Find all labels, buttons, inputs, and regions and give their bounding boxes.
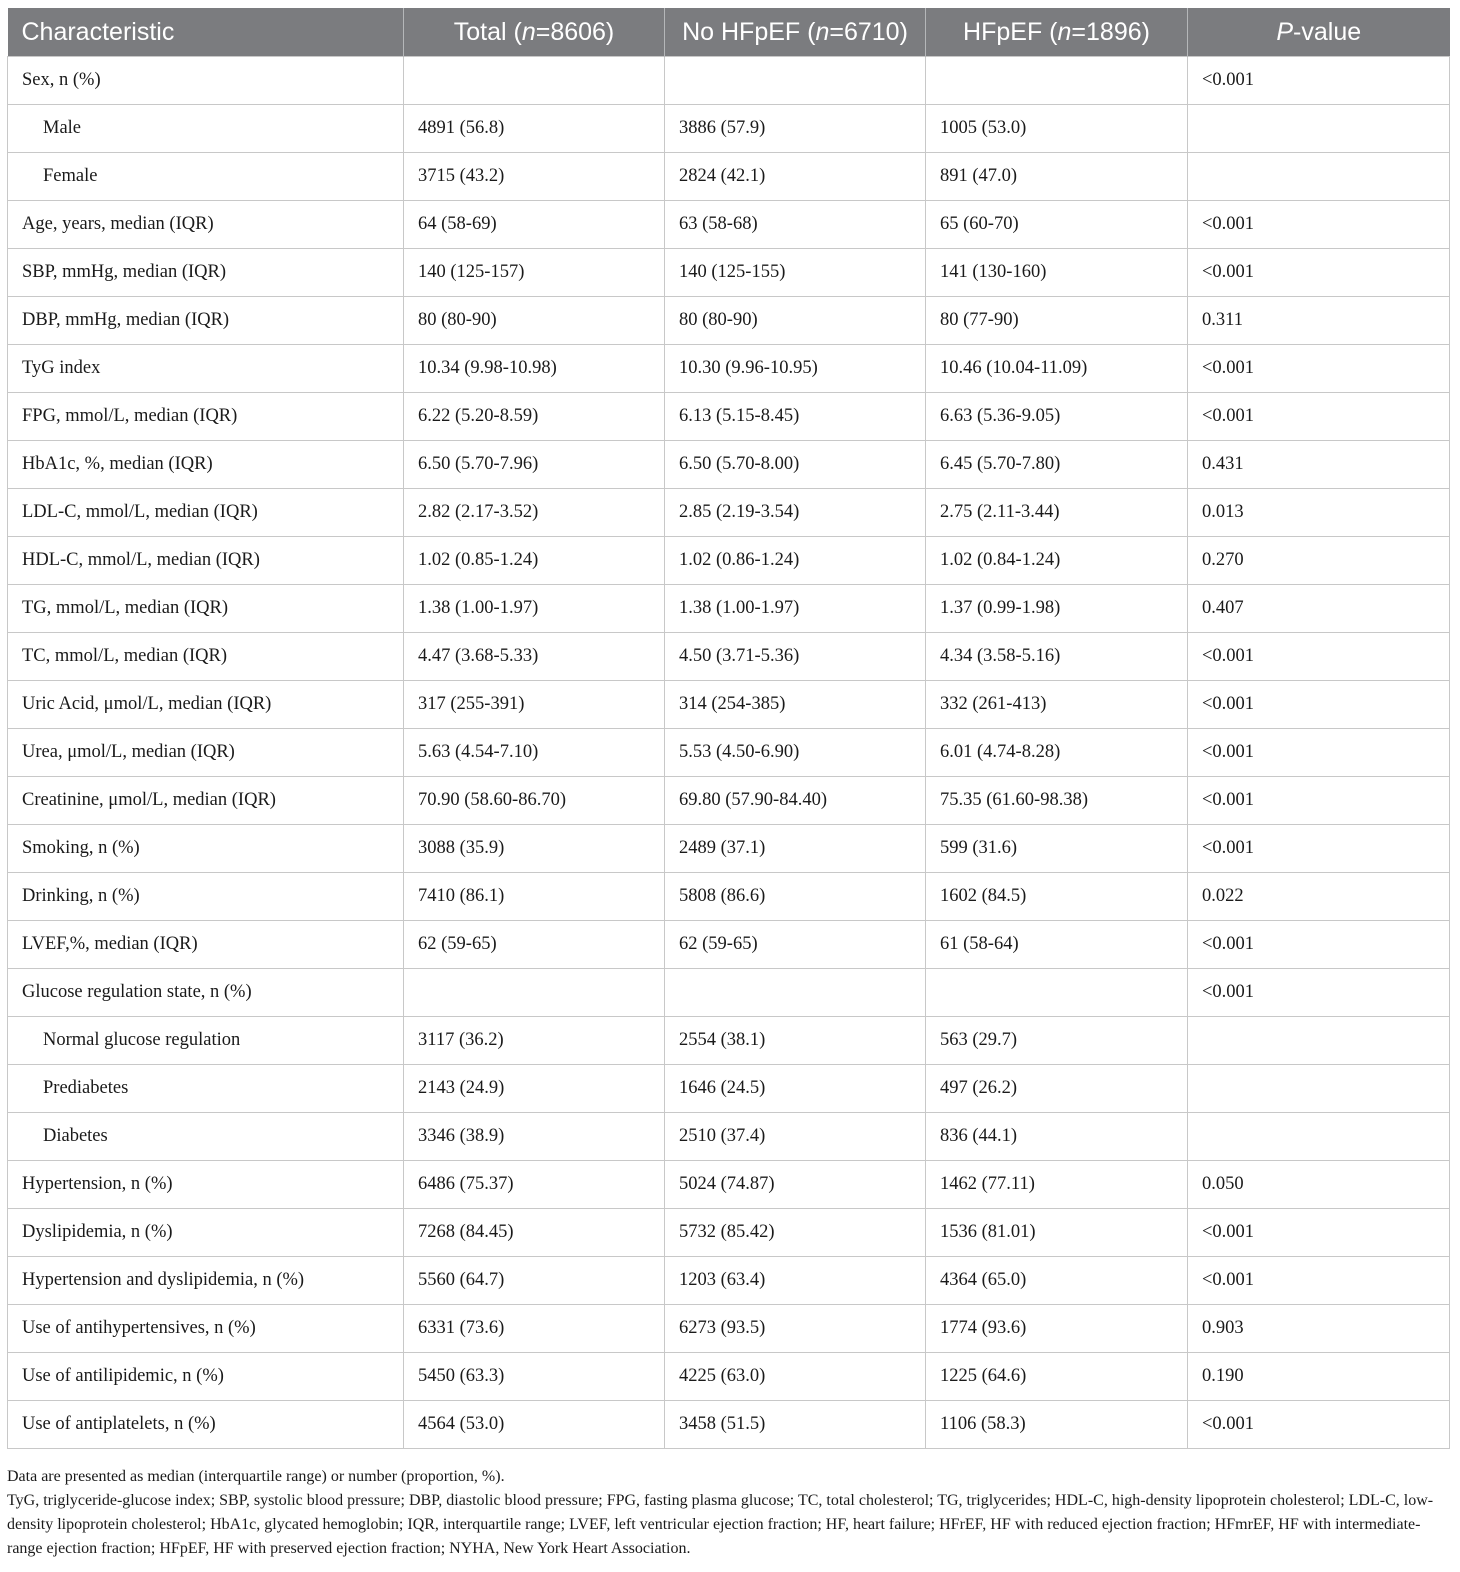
- total-cell: [404, 57, 665, 105]
- table-row: [8, 969, 1450, 1017]
- no-hfpef-cell: 3886 (57.9): [665, 105, 926, 153]
- table-row: [8, 825, 1450, 873]
- no-hfpef-cell: [665, 57, 926, 105]
- no-hfpef-cell: 10.30 (9.96-10.95): [665, 345, 926, 393]
- footnote-abbreviations: TyG, triglyceride-glucose index; SBP, systolic blood pressure; DBP, diastolic blood pressure; FPG, fasting plasma glucose; TC, total cholesterol; TG, triglycerides; HDL-C, high-density lipoprotein cholesterol; LDL-C, low-density lipoprotein cholesterol; HbA1c, glycated hemoglobin; IQR, interquartile range; LVEF, left ventricular ejection fraction; HF, heart failure; HFrEF, HF with reduced ejection fraction; HFmrEF, HF with intermediate-range ejection fraction; HFpEF, HF with preserved ejection fraction; NYHA, New York Heart Association.: [7, 1492, 1434, 1557]
- p-value-cell: <0.001: [1188, 729, 1450, 777]
- total-cell: 4891 (56.8): [404, 105, 665, 153]
- hfpef-cell: 2.75 (2.11-3.44): [926, 489, 1188, 537]
- table-footnotes: [7, 1465, 1453, 1561]
- p-value-cell: 0.022: [1188, 873, 1450, 921]
- no-hfpef-cell: 140 (125-155): [665, 249, 926, 297]
- table-row: [8, 57, 1450, 105]
- p-value-cell: 0.407: [1188, 585, 1450, 633]
- no-hfpef-cell: 63 (58-68): [665, 201, 926, 249]
- header-hfpef: HFpEF (n=1896): [926, 8, 1188, 57]
- no-hfpef-cell: 3458 (51.5): [665, 1401, 926, 1449]
- characteristic-cell: Use of antihypertensives, n (%): [8, 1305, 404, 1353]
- p-value-cell: <0.001: [1188, 1401, 1450, 1449]
- table-row: [8, 1257, 1450, 1305]
- characteristic-cell: Urea, μmol/L, median (IQR): [8, 729, 404, 777]
- table-row: [8, 777, 1450, 825]
- hfpef-cell: 1602 (84.5): [926, 873, 1188, 921]
- characteristic-cell: Smoking, n (%): [8, 825, 404, 873]
- characteristic-cell: TC, mmol/L, median (IQR): [8, 633, 404, 681]
- characteristic-cell: Uric Acid, μmol/L, median (IQR): [8, 681, 404, 729]
- no-hfpef-cell: 1.38 (1.00-1.97): [665, 585, 926, 633]
- no-hfpef-cell: 5024 (74.87): [665, 1161, 926, 1209]
- no-hfpef-cell: 2489 (37.1): [665, 825, 926, 873]
- hfpef-cell: 1774 (93.6): [926, 1305, 1188, 1353]
- characteristics-table: [7, 8, 1450, 1449]
- total-cell: 3346 (38.9): [404, 1113, 665, 1161]
- total-cell: 3117 (36.2): [404, 1017, 665, 1065]
- table-row: [8, 1209, 1450, 1257]
- total-cell: 2.82 (2.17-3.52): [404, 489, 665, 537]
- total-cell: 5450 (63.3): [404, 1353, 665, 1401]
- p-value-cell: [1188, 105, 1450, 153]
- hfpef-cell: 75.35 (61.60-98.38): [926, 777, 1188, 825]
- characteristic-cell: Diabetes: [8, 1113, 404, 1161]
- characteristic-cell: SBP, mmHg, median (IQR): [8, 249, 404, 297]
- hfpef-cell: 497 (26.2): [926, 1065, 1188, 1113]
- table-row: [8, 249, 1450, 297]
- header-row: [8, 8, 1450, 57]
- hfpef-cell: 1536 (81.01): [926, 1209, 1188, 1257]
- table-row: [8, 1161, 1450, 1209]
- hfpef-cell: 1225 (64.6): [926, 1353, 1188, 1401]
- table-row: [8, 345, 1450, 393]
- table-row: [8, 1353, 1450, 1401]
- hfpef-cell: 1.02 (0.84-1.24): [926, 537, 1188, 585]
- p-value-cell: <0.001: [1188, 345, 1450, 393]
- table-row: [8, 1305, 1450, 1353]
- total-cell: 7268 (84.45): [404, 1209, 665, 1257]
- characteristic-cell: LDL-C, mmol/L, median (IQR): [8, 489, 404, 537]
- characteristic-cell: Creatinine, μmol/L, median (IQR): [8, 777, 404, 825]
- p-value-cell: <0.001: [1188, 921, 1450, 969]
- p-value-cell: <0.001: [1188, 57, 1450, 105]
- total-cell: 5560 (64.7): [404, 1257, 665, 1305]
- total-cell: 2143 (24.9): [404, 1065, 665, 1113]
- p-value-cell: 0.050: [1188, 1161, 1450, 1209]
- p-value-cell: <0.001: [1188, 681, 1450, 729]
- header-no-hfpef: No HFpEF (n=6710): [665, 8, 926, 57]
- hfpef-cell: 80 (77-90): [926, 297, 1188, 345]
- characteristic-cell: Normal glucose regulation: [8, 1017, 404, 1065]
- total-cell: 6.50 (5.70-7.96): [404, 441, 665, 489]
- p-value-cell: [1188, 1113, 1450, 1161]
- no-hfpef-cell: 6.13 (5.15-8.45): [665, 393, 926, 441]
- total-cell: [404, 969, 665, 1017]
- hfpef-cell: [926, 969, 1188, 1017]
- p-value-cell: 0.903: [1188, 1305, 1450, 1353]
- total-cell: 64 (58-69): [404, 201, 665, 249]
- characteristic-cell: TyG index: [8, 345, 404, 393]
- total-cell: 6486 (75.37): [404, 1161, 665, 1209]
- p-value-cell: <0.001: [1188, 1257, 1450, 1305]
- table-row: [8, 393, 1450, 441]
- table-row: [8, 585, 1450, 633]
- p-value-cell: 0.190: [1188, 1353, 1450, 1401]
- hfpef-cell: 4.34 (3.58-5.16): [926, 633, 1188, 681]
- characteristic-cell: Hypertension, n (%): [8, 1161, 404, 1209]
- total-cell: 6.22 (5.20-8.59): [404, 393, 665, 441]
- characteristic-cell: Age, years, median (IQR): [8, 201, 404, 249]
- characteristic-cell: Glucose regulation state, n (%): [8, 969, 404, 1017]
- characteristic-cell: Hypertension and dyslipidemia, n (%): [8, 1257, 404, 1305]
- no-hfpef-cell: 2.85 (2.19-3.54): [665, 489, 926, 537]
- table-row: [8, 1401, 1450, 1449]
- table-body: [8, 57, 1450, 1449]
- p-value-cell: 0.270: [1188, 537, 1450, 585]
- hfpef-cell: 61 (58-64): [926, 921, 1188, 969]
- no-hfpef-cell: [665, 969, 926, 1017]
- table-container: [7, 8, 1449, 1449]
- no-hfpef-cell: 6273 (93.5): [665, 1305, 926, 1353]
- total-cell: 5.63 (4.54-7.10): [404, 729, 665, 777]
- hfpef-cell: 836 (44.1): [926, 1113, 1188, 1161]
- table-row: [8, 633, 1450, 681]
- header-p-value: P-value: [1188, 8, 1450, 57]
- characteristic-cell: Use of antilipidemic, n (%): [8, 1353, 404, 1401]
- characteristic-cell: HDL-C, mmol/L, median (IQR): [8, 537, 404, 585]
- table-row: [8, 873, 1450, 921]
- header-characteristic: Characteristic: [8, 8, 404, 57]
- no-hfpef-cell: 4225 (63.0): [665, 1353, 926, 1401]
- no-hfpef-cell: 6.50 (5.70-8.00): [665, 441, 926, 489]
- hfpef-cell: 10.46 (10.04-11.09): [926, 345, 1188, 393]
- p-value-cell: [1188, 1065, 1450, 1113]
- total-cell: 3715 (43.2): [404, 153, 665, 201]
- characteristic-cell: Prediabetes: [8, 1065, 404, 1113]
- hfpef-cell: [926, 57, 1188, 105]
- hfpef-cell: 1.37 (0.99-1.98): [926, 585, 1188, 633]
- no-hfpef-cell: 80 (80-90): [665, 297, 926, 345]
- table-row: [8, 489, 1450, 537]
- total-cell: 317 (255-391): [404, 681, 665, 729]
- hfpef-cell: 1462 (77.11): [926, 1161, 1188, 1209]
- table-row: [8, 681, 1450, 729]
- p-value-cell: 0.431: [1188, 441, 1450, 489]
- total-cell: 140 (125-157): [404, 249, 665, 297]
- table-row: [8, 441, 1450, 489]
- hfpef-cell: 891 (47.0): [926, 153, 1188, 201]
- table-row: [8, 153, 1450, 201]
- p-value-cell: <0.001: [1188, 777, 1450, 825]
- no-hfpef-cell: 1203 (63.4): [665, 1257, 926, 1305]
- characteristic-cell: Drinking, n (%): [8, 873, 404, 921]
- total-cell: 62 (59-65): [404, 921, 665, 969]
- no-hfpef-cell: 314 (254-385): [665, 681, 926, 729]
- no-hfpef-cell: 5808 (86.6): [665, 873, 926, 921]
- hfpef-cell: 599 (31.6): [926, 825, 1188, 873]
- table-row: [8, 1017, 1450, 1065]
- hfpef-cell: 1005 (53.0): [926, 105, 1188, 153]
- characteristic-cell: HbA1c, %, median (IQR): [8, 441, 404, 489]
- no-hfpef-cell: 2824 (42.1): [665, 153, 926, 201]
- p-value-cell: <0.001: [1188, 633, 1450, 681]
- characteristic-cell: Dyslipidemia, n (%): [8, 1209, 404, 1257]
- table-row: [8, 1065, 1450, 1113]
- characteristic-cell: LVEF,%, median (IQR): [8, 921, 404, 969]
- total-cell: 80 (80-90): [404, 297, 665, 345]
- characteristic-cell: Male: [8, 105, 404, 153]
- characteristic-cell: Sex, n (%): [8, 57, 404, 105]
- p-value-cell: 0.013: [1188, 489, 1450, 537]
- hfpef-cell: 4364 (65.0): [926, 1257, 1188, 1305]
- table-row: [8, 1113, 1450, 1161]
- p-value-cell: <0.001: [1188, 1209, 1450, 1257]
- p-value-cell: <0.001: [1188, 201, 1450, 249]
- p-value-cell: [1188, 1017, 1450, 1065]
- total-cell: 3088 (35.9): [404, 825, 665, 873]
- table-row: [8, 921, 1450, 969]
- no-hfpef-cell: 1.02 (0.86-1.24): [665, 537, 926, 585]
- hfpef-cell: 6.45 (5.70-7.80): [926, 441, 1188, 489]
- no-hfpef-cell: 5732 (85.42): [665, 1209, 926, 1257]
- p-value-cell: 0.311: [1188, 297, 1450, 345]
- no-hfpef-cell: 4.50 (3.71-5.36): [665, 633, 926, 681]
- table-row: [8, 201, 1450, 249]
- p-value-cell: <0.001: [1188, 825, 1450, 873]
- total-cell: 7410 (86.1): [404, 873, 665, 921]
- table-header: [8, 8, 1450, 57]
- p-value-cell: <0.001: [1188, 249, 1450, 297]
- total-cell: 1.02 (0.85-1.24): [404, 537, 665, 585]
- no-hfpef-cell: 1646 (24.5): [665, 1065, 926, 1113]
- p-value-cell: <0.001: [1188, 393, 1450, 441]
- hfpef-cell: 6.63 (5.36-9.05): [926, 393, 1188, 441]
- total-cell: 4564 (53.0): [404, 1401, 665, 1449]
- hfpef-cell: 563 (29.7): [926, 1017, 1188, 1065]
- total-cell: 10.34 (9.98-10.98): [404, 345, 665, 393]
- no-hfpef-cell: 69.80 (57.90-84.40): [665, 777, 926, 825]
- no-hfpef-cell: 5.53 (4.50-6.90): [665, 729, 926, 777]
- hfpef-cell: 332 (261-413): [926, 681, 1188, 729]
- no-hfpef-cell: 2554 (38.1): [665, 1017, 926, 1065]
- characteristic-cell: Female: [8, 153, 404, 201]
- total-cell: 70.90 (58.60-86.70): [404, 777, 665, 825]
- hfpef-cell: 6.01 (4.74-8.28): [926, 729, 1188, 777]
- characteristic-cell: DBP, mmHg, median (IQR): [8, 297, 404, 345]
- table-row: [8, 105, 1450, 153]
- characteristic-cell: TG, mmol/L, median (IQR): [8, 585, 404, 633]
- table-row: [8, 297, 1450, 345]
- no-hfpef-cell: 62 (59-65): [665, 921, 926, 969]
- total-cell: 6331 (73.6): [404, 1305, 665, 1353]
- footnote-data-format: Data are presented as median (interquartile range) or number (proportion, %).: [7, 1468, 505, 1485]
- table-row: [8, 537, 1450, 585]
- header-total: Total (n=8606): [404, 8, 665, 57]
- table-row: [8, 729, 1450, 777]
- total-cell: 1.38 (1.00-1.97): [404, 585, 665, 633]
- hfpef-cell: 1106 (58.3): [926, 1401, 1188, 1449]
- hfpef-cell: 65 (60-70): [926, 201, 1188, 249]
- characteristic-cell: Use of antiplatelets, n (%): [8, 1401, 404, 1449]
- p-value-cell: [1188, 153, 1450, 201]
- p-value-cell: <0.001: [1188, 969, 1450, 1017]
- hfpef-cell: 141 (130-160): [926, 249, 1188, 297]
- characteristic-cell: FPG, mmol/L, median (IQR): [8, 393, 404, 441]
- no-hfpef-cell: 2510 (37.4): [665, 1113, 926, 1161]
- total-cell: 4.47 (3.68-5.33): [404, 633, 665, 681]
